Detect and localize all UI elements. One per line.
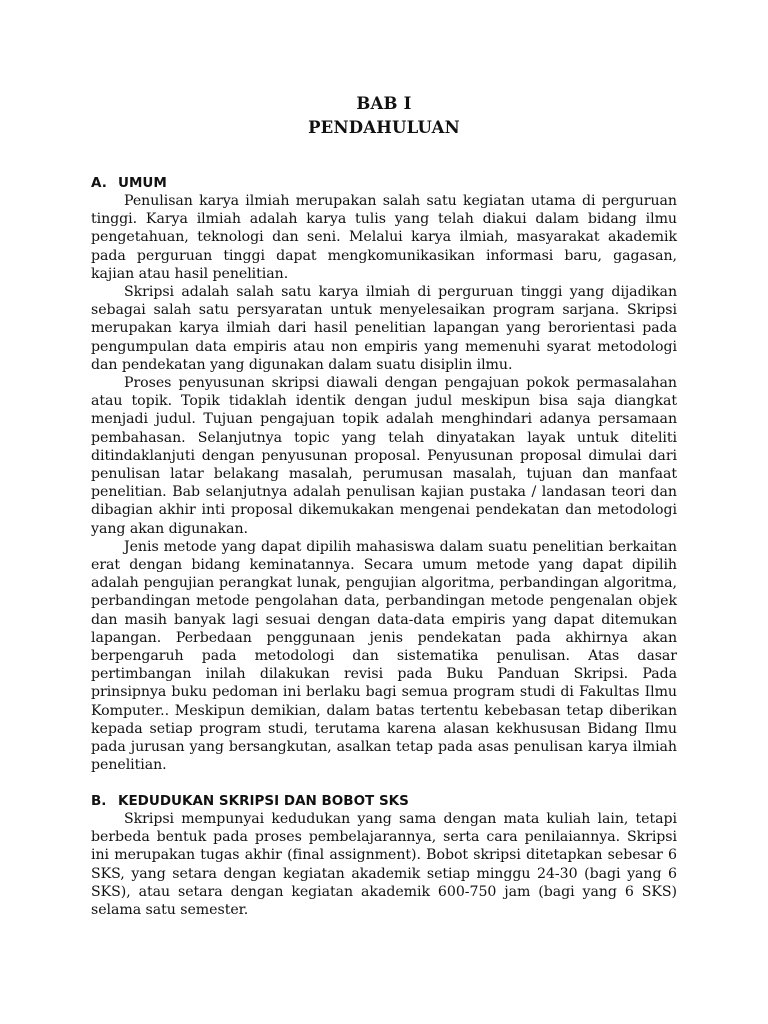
paragraph: Jenis metode yang dapat dipilih mahasiswa dalam suatu penelitian berkaitan erat dengan bidang keminatannya. Secara umum metode yang dapat dipilih adalah pengujian perangkat lunak, pengujian algoritma, perbandingan algoritma, perbandingan metode pengolahan data, perbandingan metode pengenalan objek dan masih banyak lagi sesuai dengan data-data empiris yang dapat ditemukan lapangan. Perbedaan penggunaan jenis pendekatan pada akhirnya akan berpengaruh pada metodologi dan sistematika penulisan. Atas dasar pertimbangan inilah dilakukan revisi pada Buku Panduan Skripsi. Pada prinsipnya buku pedoman ini berlaku bagi semua program studi di Fakultas Ilmu Komputer.. Meskipun demikian, dalam batas tertentu kebebasan tetap diberikan kepada setiap program studi, terutama karena alasan kekhususan Bidang Ilmu pada jurusan yang bersangkutan, asalkan tetap pada asas penulisan karya ilmiah penelitian.: [91, 538, 677, 774]
paragraph: Proses penyusunan skripsi diawali dengan pengajuan pokok permasalahan atau topik. Topik tidaklah identik dengan judul meskipun bisa saja diangkat menjadi judul. Tujuan pengajuan topik adalah menghindari adanya persamaan pembahasan. Selanjutnya topic yang telah dinyatakan layak untuk diteliti ditindaklanjuti dengan penyusunan proposal. Penyusunan proposal dimulai dari penulisan latar belakang masalah, perumusan masalah, tujuan dan manfaat penelitian. Bab selanjutnya adalah penulisan kajian pustaka / landasan teori dan dibagian akhir inti proposal dikemukakan mengenai pendekatan dan metodologi yang akan digunakan.: [91, 375, 677, 537]
section-heading: [91, 174, 677, 192]
section-kedudukan-skripsi: [91, 792, 677, 919]
chapter-title: PENDAHULUAN: [308, 118, 460, 137]
section-heading: [91, 792, 677, 810]
chapter-number: BAB I: [356, 94, 412, 113]
chapter-header: [0, 92, 768, 140]
section-letter: A.: [91, 175, 107, 191]
paragraph: Penulisan karya ilmiah merupakan salah satu kegiatan utama di perguruan tinggi. Karya ilmiah adalah karya tulis yang telah diakui dalam bidang ilmu pengetahuan, teknologi dan seni. Melalui karya ilmiah, masyarakat akademik pada perguruan tinggi dapat mengkomunikasikan informasi baru, gagasan, kajian atau hasil penelitian.: [91, 193, 677, 282]
section-title: UMUM: [118, 175, 167, 191]
section-umum: [91, 174, 677, 775]
section-title: KEDUDUKAN SKRIPSI DAN BOBOT SKS: [118, 793, 409, 809]
paragraph: Skripsi mempunyai kedudukan yang sama dengan mata kuliah lain, tetapi berbeda bentuk pada proses pembelajarannya, serta cara penilaiannya. Skripsi ini merupakan tugas akhir (final assignment). Bobot skripsi ditetapkan sebesar 6 SKS, yang setara dengan kegiatan akademik setiap minggu 24-30 (bagi yang 6 SKS), atau setara dengan kegiatan akademik 600-750 jam (bagi yang 6 SKS) selama satu semester.: [91, 811, 677, 919]
paragraph: Skripsi adalah salah satu karya ilmiah di perguruan tinggi yang dijadikan sebagai salah satu persyaratan untuk menyelesaikan program sarjana. Skripsi merupakan karya ilmiah dari hasil penelitian lapangan yang berorientasi pada pengumpulan data empiris atau non empiris yang memenuhi syarat metodologi dan pendekatan yang digunakan dalam suatu disiplin ilmu.: [91, 284, 677, 373]
section-letter: B.: [91, 793, 107, 809]
